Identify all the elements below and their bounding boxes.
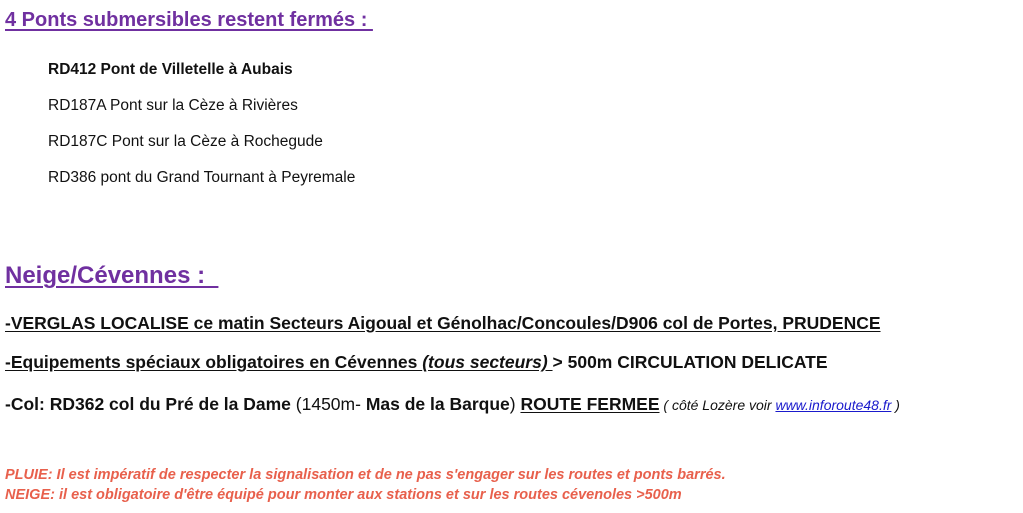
- col-place: Mas de la Barque: [365, 394, 510, 414]
- ponts-heading: 4 Ponts submersibles restent fermés :: [5, 9, 373, 31]
- inforoute-link[interactable]: www.inforoute48.fr: [775, 397, 892, 413]
- bridge-item: RD386 pont du Grand Tournant à Peyremale: [48, 169, 356, 186]
- col-name: -Col: RD362 col du Pré de la Dame: [5, 394, 296, 414]
- equipment-condition: > 500m CIRCULATION DELICATE: [552, 352, 828, 372]
- col-note-end: ): [891, 397, 900, 413]
- col-notice: [5, 393, 900, 416]
- equipment-notice: [5, 351, 828, 373]
- col-status: ROUTE FERMEE: [520, 394, 660, 414]
- equipment-sectors: (tous secteurs): [422, 352, 553, 372]
- col-note: ( côté Lozère voir: [659, 397, 776, 413]
- pluie-warning: PLUIE: Il est impératif de respecter la signalisation et de ne pas s'engager sur les routes et ponts barrés.: [5, 467, 726, 483]
- bridge-item: RD412 Pont de Villetelle à Aubais: [48, 61, 293, 78]
- verglas-notice: -VERGLAS LOCALISE ce matin Secteurs Aigoual et Génolhac/Concoules/D906 col de Portes, PRUDENCE: [5, 313, 881, 333]
- bridge-item: RD187C Pont sur la Cèze à Rochegude: [48, 133, 323, 150]
- equipment-text: -Equipements spéciaux obligatoires en Cévennes: [5, 352, 423, 372]
- bridge-item: RD187A Pont sur la Cèze à Rivières: [48, 97, 298, 114]
- neige-warning: NEIGE: il est obligatoire d'être équipé pour monter aux stations et sur les routes cévenoles >500m: [5, 487, 682, 503]
- col-altitude: (1450m-: [295, 394, 366, 414]
- bridge-list: [48, 60, 355, 204]
- neige-heading: Neige/Cévennes :: [5, 262, 219, 289]
- col-paren: ): [509, 394, 521, 414]
